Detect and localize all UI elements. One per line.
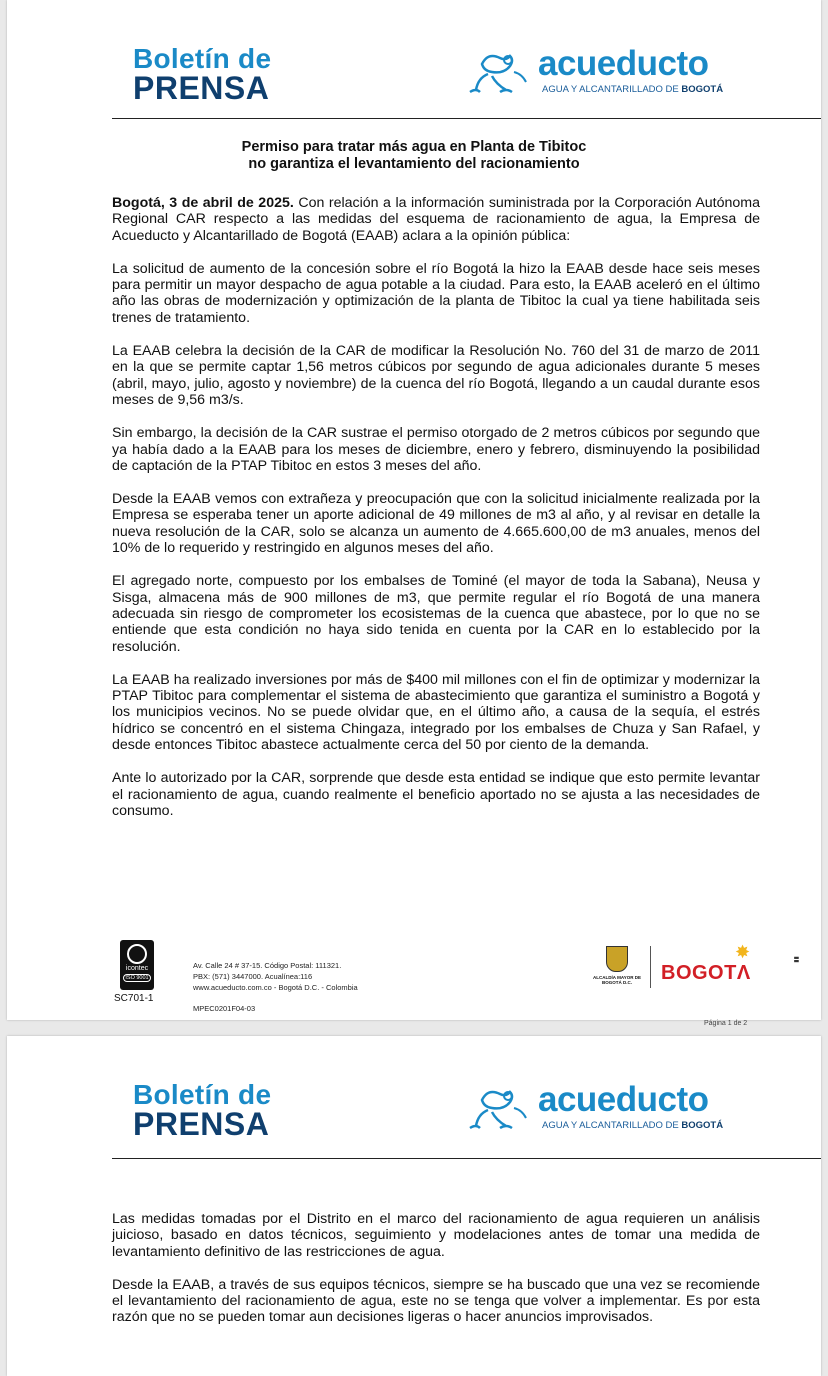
bogota-logo: BOGOTΛ [661, 962, 751, 984]
coat-of-arms-icon [606, 946, 628, 972]
title-line-2: no garantiza el levantamiento del racionamiento [248, 156, 580, 172]
icontec-certification-badge [120, 940, 154, 990]
dateline: Bogotá, 3 de abril de 2025. [112, 195, 294, 211]
document-page-2 [7, 1036, 821, 1376]
logo-subtitle [542, 84, 723, 95]
paragraph [112, 195, 760, 244]
document-page-1 [7, 0, 821, 1027]
header-rule [112, 1158, 821, 1159]
press-title [7, 139, 821, 173]
page-footer [7, 940, 821, 1027]
paragraph: La EAAB ha realizado inversiones por más de $400 mil millones con el fin de optimizar y modernizar la PTAP Tibitoc para complementar el sistema de abastecimiento que garantiza el suministro a Bogotá y los municipios vecinos. No se puede olvidar que, en el último año, a causa de la sequía, el estrés hídrico se concentró en el sistema Chingaza, integrado por los embalses de Chuza y San Rafael, y desde entonces Tibitoc abastece actualmente cerca del 50 por ciento de la demanda. [112, 671, 760, 754]
logo-subtitle-prefix: AGUA Y ALCANTARILLADO DE [542, 84, 682, 95]
certification-ring-icon [127, 944, 147, 964]
star-icon: ✸ [735, 942, 751, 962]
icontec-label: icontec [125, 965, 149, 972]
brand-line-2: PRENSA [133, 1105, 270, 1142]
page-number: Página 1 de 2 [704, 1020, 748, 1027]
doc-code: MPEC0201F04-03 [193, 1004, 256, 1013]
article-body [112, 1211, 760, 1343]
contact-address [193, 960, 358, 993]
frog-icon [462, 1086, 532, 1136]
paragraph: El agregado norte, compuesto por los embalses de Tominé (el mayor de toda la Sabana), Neusa y Sisga, almacena más de 900 millones de m3, que permite regular el río Bogotá de una manera adecuada sin riesgo de comprometer los ecosistemas de la cuenca que abastece, por lo que no se entiende que esta condición no haya sido tenida en cuenta por la CAR en lo establecido por la resolución. [112, 573, 760, 655]
logo-subtitle-city: BOGOTÁ [681, 1120, 724, 1131]
address-line: PBX: (571) 3447000. Acualínea:116 [193, 972, 313, 981]
address-line: Av. Calle 24 # 37-15. Código Postal: 111321. [193, 961, 342, 970]
logo-divider [650, 946, 651, 988]
boletin-prensa-logo [133, 1079, 272, 1142]
cert-code: SC701-1 [114, 993, 154, 1004]
alcaldia-label: ALCALDÍA MAYOR DE BOGOTÁ D.C. [593, 975, 641, 985]
acueducto-logo [462, 44, 762, 102]
logo-subtitle-city: BOGOTÁ [681, 84, 724, 95]
logo-word: acueducto [538, 1080, 709, 1119]
iso-label: ISO 9001 [123, 974, 151, 982]
paragraph-text: Con relación a la información suministrada por la Corporación Autónoma Regional CAR respecto a las medidas del esquema de racionamiento de agua, la Empresa de Acueducto y Alcantarillado de Bogotá (EAAB) aclara a la opinión pública: [112, 195, 761, 244]
boletin-prensa-logo [133, 43, 272, 106]
header-rule [112, 118, 821, 119]
logo-subtitle [542, 1120, 723, 1131]
brand-line-1: Boletín de [133, 43, 272, 74]
article-body [112, 195, 760, 836]
paragraph: La solicitud de aumento de la concesión sobre el río Bogotá la hizo la EAAB desde hace seis meses para permitir un mayor despacho de agua potable a la ciudad. Para esto, la EAAB aceleró en el último año las obras de modernización y optimización de la planta de Tibitoc la cual ya tiene habilitada seis trenes de tratamiento. [112, 260, 760, 326]
alcaldia-logo [587, 946, 647, 985]
frog-icon [462, 50, 532, 100]
paragraph: Desde la EAAB, a través de sus equipos técnicos, siempre se ha buscado que una vez se recomiende el levantamiento del racionamiento de agua, este no se tenga que volver a implementar. Es por esta razón que no se pueden tomar aun decisiones ligeras o hacer anuncios improvisados. [112, 1276, 760, 1326]
side-mark-icon: ▮▮ [793, 956, 800, 963]
paragraph: La EAAB celebra la decisión de la CAR de modificar la Resolución No. 760 del 31 de marzo de 2011 en la que se permite captar 1,56 metros cúbicos por segundo de agua adicionales durante 5 meses (abril, mayo, julio, agosto y noviembre) de la cuenca del río Bogotá, llegando a un caudal durante esos meses de 9,56 m3/s. [112, 343, 760, 408]
paragraph: Desde la EAAB vemos con extrañeza y preocupación que con la solicitud inicialmente realizada por la Empresa se esperaba tener un aporte adicional de 49 millones de m3 al año, y al revisar en detalle la nueva resolución de la CAR, solo se alcanza un aumento de 4.665.600,00 de m3 anuales, menos del 10% de lo requerido y restringido en algunos meses del año. [112, 491, 760, 557]
logo-subtitle-prefix: AGUA Y ALCANTARILLADO DE [542, 1120, 682, 1131]
paragraph: Ante lo autorizado por la CAR, sorprende que desde esta entidad se indique que esto permite levantar el racionamiento de agua, cuando realmente el beneficio aportado no se ajusta a las necesidades de consumo. [112, 770, 760, 819]
paragraph: Sin embargo, la decisión de la CAR sustrae el permiso otorgado de 2 metros cúbicos por segundo que ya había dado a la EAAB para los meses de diciembre, enero y febrero, disminuyendo la posibilidad de captación de la PTAP Tibitoc en estos 3 meses del año. [112, 425, 760, 474]
address-line: www.acueducto.com.co - Bogotá D.C. - Colombia [193, 983, 358, 992]
acueducto-logo [462, 1080, 762, 1138]
brand-line-1: Boletín de [133, 1079, 272, 1110]
logo-word: acueducto [538, 44, 709, 83]
title-line-1: Permiso para tratar más agua en Planta de Tibitoc [241, 139, 587, 155]
brand-line-2: PRENSA [133, 69, 270, 106]
paragraph: Las medidas tomadas por el Distrito en el marco del racionamiento de agua requieren un análisis juicioso, basado en datos técnicos, seguimiento y modelaciones antes de tomar una medida de levantamiento definitivo de las restricciones de agua. [112, 1211, 760, 1260]
